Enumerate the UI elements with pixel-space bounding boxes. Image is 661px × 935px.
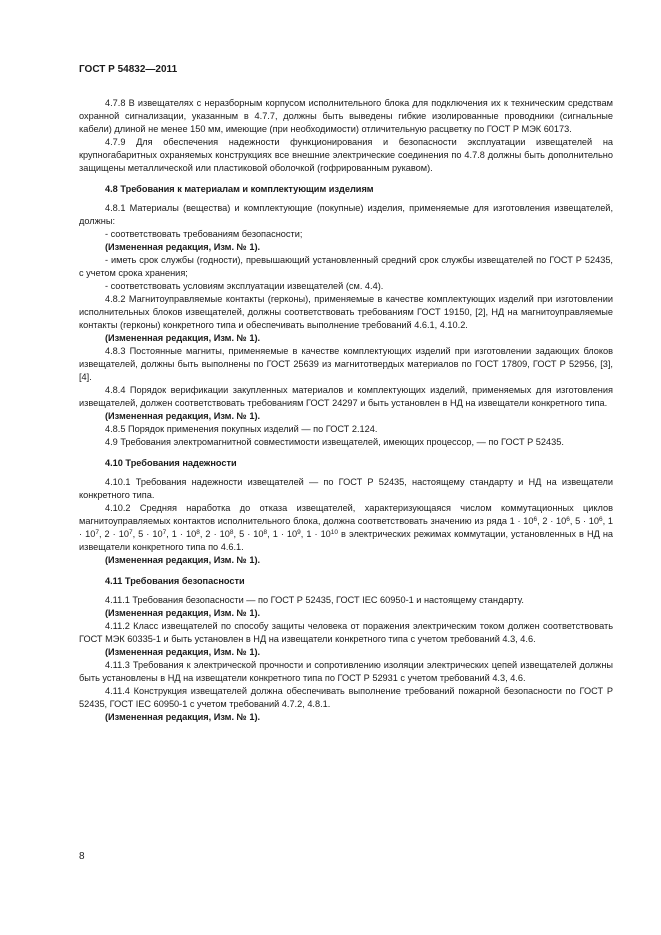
paragraph: 4.8.1 Материалы (вещества) и комплектующие (покупные) изделия, применяемые для изготовления извещателей, должны: — [79, 203, 613, 226]
amendment-note: (Измененная редакция, Изм. № 1). — [105, 647, 261, 657]
paragraph: - соответствовать условиям эксплуатации извещателей (см. 4.4). — [105, 281, 384, 291]
paragraph: 4.11.2 Класс извещателей по способу защиты человека от поражения электрическим током должен соответствовать ГОСТ МЭК 60335-1 и быть установлен в НД на извещатели конкретного типа с учетом требований 4.3, 4.6. — [79, 621, 613, 644]
paragraph: 4.11.3 Требования к электрической прочности и сопротивлению изоляции электрических цепей извещателей должны быть установлены в НД на извещатели конкретного типа по ГОСТ Р 52931 с учетом требований 4.3, 4.6. — [79, 660, 613, 683]
paragraph: 4.7.8 В извещателях с неразборным корпусом исполнительного блока для подключения их к техническим средствам охранной сигнализации, указанным в 4.7.7, должны быть выведены гибкие изолированные проводники (сигнальные кабели) длиной не менее 150 мм, имеющие (при необходимости) отличительную расцветку по ГОСТ Р МЭК 60173. — [79, 98, 613, 134]
paragraph: 4.8.5 Порядок применения покупных изделий — по ГОСТ 2.124. — [105, 424, 378, 434]
paragraph: 4.11.1 Требования безопасности — по ГОСТ Р 52435, ГОСТ IEC 60950-1 и настоящему стандарту. — [105, 595, 524, 605]
paragraph: - соответствовать требованиям безопасности; — [105, 229, 303, 239]
section-heading: 4.8 Требования к материалам и комплектующим изделиям — [105, 184, 374, 194]
paragraph: 4.7.9 Для обеспечения надежности функционирования и безопасности эксплуатации извещателей на крупногабаритных охраняемых конструкциях все внешние электрические соединения по 4.7.8 должны быть дополнительно защищены металлической или пластиковой оболочкой (гофрированным рукавом). — [79, 137, 613, 173]
amendment-note: (Измененная редакция, Изм. № 1). — [105, 411, 261, 421]
document-header: ГОСТ Р 54832—2011 — [79, 64, 178, 75]
section-heading: 4.11 Требования безопасности — [105, 576, 245, 586]
amendment-note: (Измененная редакция, Изм. № 1). — [105, 712, 261, 722]
amendment-note: (Измененная редакция, Изм. № 1). — [105, 333, 261, 343]
paragraph: 4.8.2 Магнитоуправляемые контакты (герконы), применяемые в качестве комплектующих изделий при изготовлении исполнительных блоков извещателей, должны соответствовать требованиям ГОСТ 19150, [2], НД на магнитоуправляемые контакты (герконы) конкретного типа и обеспечивать выполнение требований 4.6.1, 4.10.2. — [79, 294, 613, 330]
page-number: 8 — [79, 851, 85, 862]
paragraph: 4.10.2 Средняя наработка до отказа извещателей, характеризующаяся числом коммутационных циклов магнитоуправляемых контактов исполнительного блока, должна соответствовать значению из ряда $1 \cdot 10^6$, $2 \cdot 10^6$, $5 \cdot 10^6$, $1 \cdot 10^7$, $2 \cdot 10^7$, $5 \cdot 10^7$, $1 \cdot 10^8$, $2 \cdot 10^8$, $5 \cdot 10^8$, $1 \cdot 10^9$, $1 \cdot 10^{10}$ в электрических режимах коммутации, установленных в НД на извещатели конкретного типа по 4.6.1. — [79, 503, 614, 552]
paragraph: 4.8.3 Постоянные магниты, применяемые в качестве комплектующих изделий при изготовлении задающих блоков извещателей, должны быть выполнены по ГОСТ 25639 из магнитотвердых материалов по ГОСТ 17809, ГОСТ Р 52956, [3], [4]. — [79, 346, 613, 382]
amendment-note: (Измененная редакция, Изм. № 1). — [105, 242, 261, 252]
document-body — [79, 97, 613, 724]
paragraph: 4.11.4 Конструкция извещателей должна обеспечивать выполнение требований пожарной безопасности по ГОСТ Р 52435, ГОСТ IEC 60950-1 с учетом требований 4.7.2, 4.8.1. — [79, 686, 613, 709]
paragraph: 4.8.4 Порядок верификации закупленных материалов и комплектующих изделий, применяемых для изготовления извещателей, должен соответствовать требованиям ГОСТ 24297 и быть установлен в НД на извещатели конкретного типа. — [79, 385, 613, 408]
amendment-note: (Измененная редакция, Изм. № 1). — [105, 555, 261, 565]
paragraph: - иметь срок службы (годности), превышающий установленный средний срок службы извещателей по ГОСТ Р 52435, с учетом срока хранения; — [79, 255, 613, 278]
section-heading: 4.10 Требования надежности — [105, 458, 237, 468]
paragraph: 4.10.1 Требования надежности извещателей — по ГОСТ Р 52435, настоящему стандарту и НД на извещатели конкретного типа. — [79, 477, 613, 500]
amendment-note: (Измененная редакция, Изм. № 1). — [105, 608, 261, 618]
paragraph: 4.9 Требования электромагнитной совместимости извещателей, имеющих процессор, — по ГОСТ Р 52435. — [105, 437, 564, 447]
